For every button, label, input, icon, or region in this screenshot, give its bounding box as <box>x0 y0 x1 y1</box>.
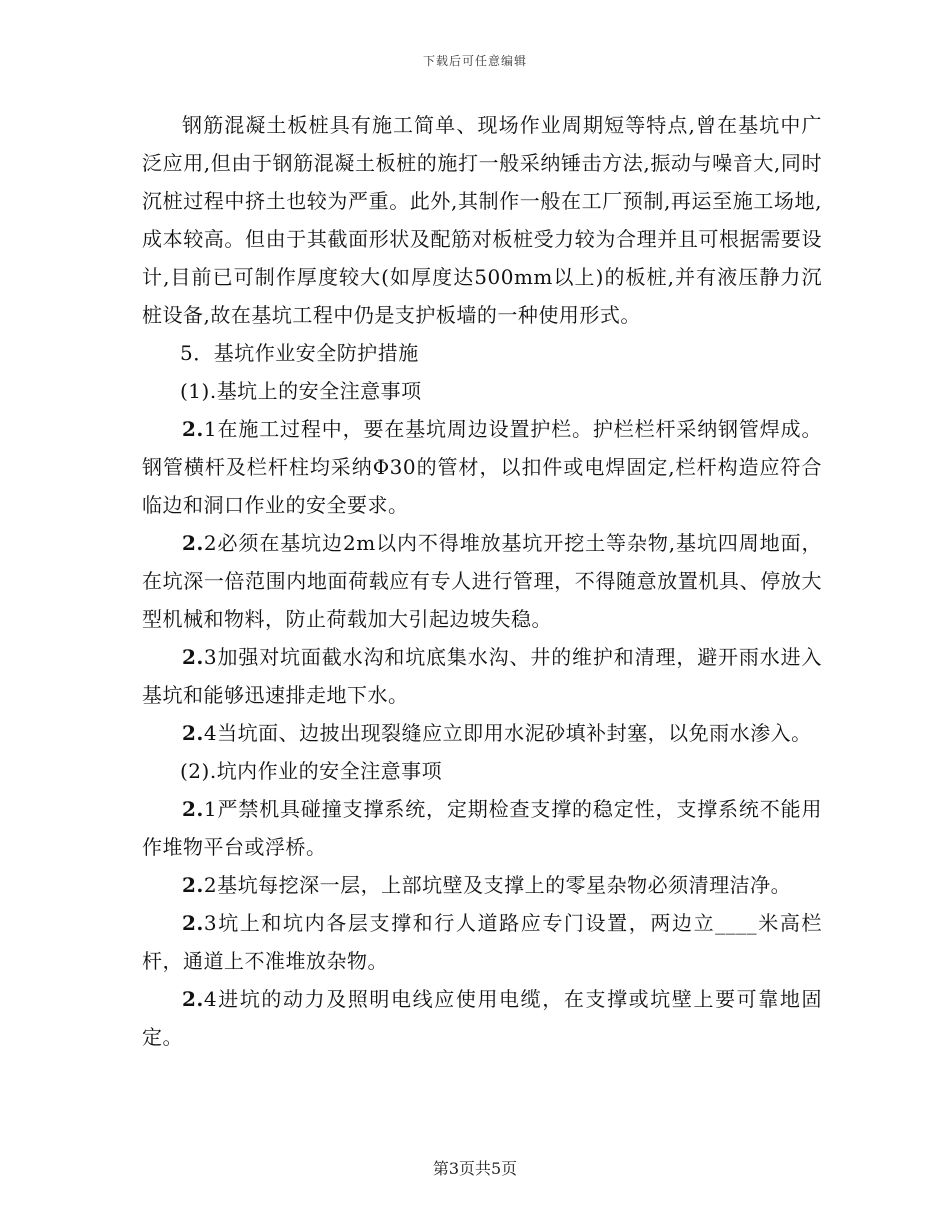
item-text: 1严禁机具碰撞支撑系统，定期检查支撑的稳定性，支撑系统不能用作堆物平台或浮桥。 <box>142 797 822 859</box>
item-number: 2. <box>182 645 204 669</box>
item-text: 1在施工过程中，要在基坑周边设置护栏。护栏栏杆采纳钢管焊成。钢管横杆及栏杆柱均采纳Φ30的管材，以扣件或电焊固定,栏杆构造应符合临边和洞口作业的安全要求。 <box>142 417 822 517</box>
subsection-heading-text: (2).坑内作业的安全注意事项 <box>180 759 443 783</box>
item-number: 2. <box>182 531 204 555</box>
list-item <box>142 790 822 866</box>
item-number: 2. <box>182 873 204 897</box>
section-heading-text: 5．基坑作业安全防护措施 <box>180 341 419 365</box>
item-text: 4进坑的动力及照明电线应使用电缆，在支撑或坑壁上要可靠地固定。 <box>142 987 822 1049</box>
list-item <box>142 410 822 524</box>
list-item <box>142 524 822 638</box>
list-item <box>142 980 822 1056</box>
page-number-footer: 第3页共5页 <box>432 1159 518 1178</box>
paragraph-intro <box>142 106 822 334</box>
list-item <box>142 638 822 714</box>
document-body <box>142 106 822 1056</box>
item-number: 2. <box>182 911 204 935</box>
list-item <box>142 714 822 752</box>
page-header: 下载后可任意编辑 <box>422 54 527 68</box>
item-number: 2. <box>182 417 204 441</box>
section-heading <box>142 334 822 372</box>
item-number: 2. <box>182 721 204 745</box>
item-text: 3坑上和坑内各层支撑和行人道路应专门设置，两边立____米高栏杆，通道上不准堆放杂物。 <box>142 911 822 973</box>
item-number: 2. <box>182 797 204 821</box>
subsection-heading-text: (1).基坑上的安全注意事项 <box>180 379 422 403</box>
list-item <box>142 866 822 904</box>
subsection-heading <box>142 752 822 790</box>
item-text: 2基坑每挖深一层，上部坑壁及支撑上的零星杂物必须清理洁净。 <box>203 873 792 897</box>
subsection-heading <box>142 372 822 410</box>
item-text: 2必须在基坑边2m以内不得堆放基坑开挖土等杂物,基坑四周地面，在坑深一倍范围内地面荷载应有专人进行管理，不得随意放置机具、停放大型机械和物料，防止荷载加大引起边坡失稳。 <box>142 531 822 631</box>
list-item <box>142 904 822 980</box>
item-text: 3加强对坑面截水沟和坑底集水沟、井的维护和清理，避开雨水进入基坑和能够迅速排走地下水。 <box>142 645 822 707</box>
item-text: 4当坑面、边披出现裂缝应立即用水泥砂填补封塞，以免雨水渗入。 <box>203 721 812 745</box>
paragraph-text: 钢筋混凝土板桩具有施工简单、现场作业周期短等特点,曾在基坑中广泛应用,但由于钢筋混凝土板桩的施打一般采纳锤击方法,振动与噪音大,同时沉桩过程中挤土也较为严重。此外,其制作一般在工厂预制,再运至施工场地,成本较高。但由于其截面形状及配筋对板桩受力较为合理并且可根据需要设计,目前已可制作厚度较大(如厚度达500mm以上)的板桩,并有液压静力沉桩设备,故在基坑工程中仍是支护板墙的一种使用形式。 <box>142 113 822 327</box>
item-number: 2. <box>182 987 204 1011</box>
